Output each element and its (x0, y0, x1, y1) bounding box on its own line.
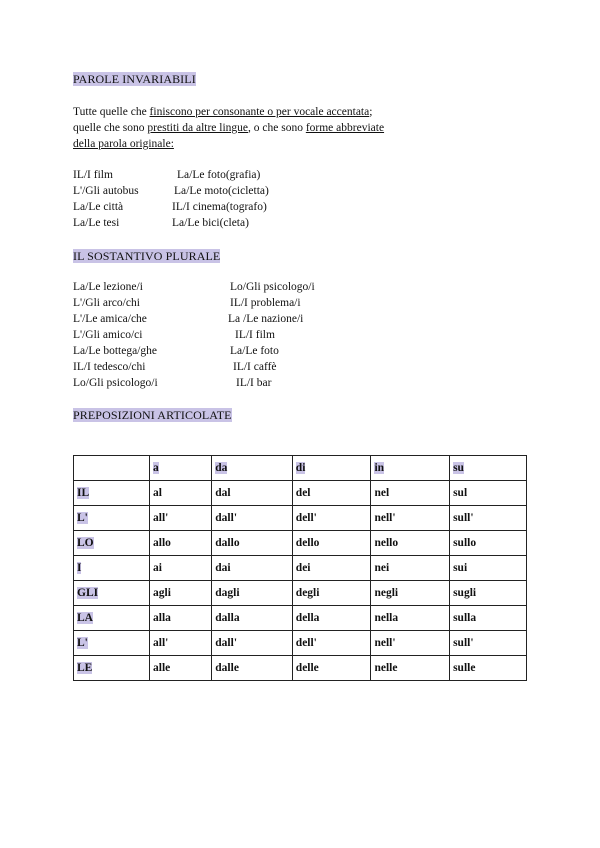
header-cell (150, 456, 212, 481)
example-left: La/Le tesi (73, 217, 120, 229)
example-left: Lo/Gli psicologo/i (73, 377, 158, 389)
table-cell: dallo (212, 531, 293, 556)
example-right: La/Le bici(cleta) (172, 217, 249, 229)
header-label: da (215, 462, 228, 474)
row-article-cell (74, 581, 150, 606)
table-row (74, 606, 527, 631)
table-cell: alla (150, 606, 212, 631)
table-cell: negli (371, 581, 450, 606)
table-cell: dalle (212, 656, 293, 681)
row-article: GLI (77, 587, 99, 599)
example-right: La/Le foto(grafia) (177, 169, 261, 181)
example-left: L'/Gli amico/ci (73, 329, 143, 341)
table-cell: nei (371, 556, 450, 581)
header-cell-empty (74, 456, 150, 481)
table-row (74, 531, 527, 556)
example-right: IL/I caffè (233, 361, 277, 373)
example-right: La /Le nazione/i (228, 313, 304, 325)
example-right: IL/I problema/i (230, 297, 301, 309)
table-cell: dell' (292, 631, 371, 656)
example-right: La/Le foto (230, 345, 279, 357)
invariable-example-row (73, 201, 267, 213)
header-label: di (295, 462, 306, 474)
header-cell (371, 456, 450, 481)
example-left: La/Le città (73, 201, 124, 213)
row-article: LO (77, 537, 94, 549)
example-left: La/Le lezione/i (73, 281, 143, 293)
table-cell: alle (150, 656, 212, 681)
row-article: LE (77, 662, 93, 674)
plural-example-row (73, 297, 301, 309)
row-article: I (77, 562, 82, 574)
table-cell: sull' (450, 506, 527, 531)
plural-example-row (73, 313, 304, 325)
table-cell: all' (150, 631, 212, 656)
heading-preposizioni-articolate (73, 408, 232, 423)
table-cell: sugli (450, 581, 527, 606)
intro-text: Tutte quelle che (73, 106, 150, 118)
table-cell: allo (150, 531, 212, 556)
row-article: L' (77, 637, 88, 649)
table-row (74, 556, 527, 581)
table-cell: della (292, 606, 371, 631)
table-row (74, 656, 527, 681)
table-cell: dello (292, 531, 371, 556)
table-cell: nell' (371, 631, 450, 656)
invariable-example-row (73, 169, 261, 181)
header-cell (292, 456, 371, 481)
heading-text: IL SOSTANTIVO PLURALE (73, 249, 221, 263)
plural-example-row (73, 329, 275, 341)
example-right: IL/I bar (236, 377, 272, 389)
table-row (74, 581, 527, 606)
header-label: in (374, 462, 385, 474)
table-cell: agli (150, 581, 212, 606)
table-cell: sui (450, 556, 527, 581)
intro-underlined: finiscono per consonante o per vocale accentata (149, 106, 370, 118)
plural-example-row (73, 377, 272, 389)
heading-sostantivo-plurale (73, 249, 220, 264)
table-cell: del (292, 481, 371, 506)
heading-text: PREPOSIZIONI ARTICOLATE (73, 408, 232, 422)
example-left: IL/I film (73, 169, 113, 181)
table-cell: nello (371, 531, 450, 556)
table-cell: nella (371, 606, 450, 631)
table-cell: nel (371, 481, 450, 506)
table-row (74, 506, 527, 531)
intro-underlined: della parola originale: (73, 138, 174, 150)
plural-example-row (73, 281, 315, 293)
example-left: IL/I tedesco/chi (73, 361, 146, 373)
header-label: su (453, 462, 464, 474)
table-cell: dall' (212, 631, 293, 656)
header-cell (450, 456, 527, 481)
example-right: Lo/Gli psicologo/i (230, 281, 315, 293)
row-article-cell (74, 606, 150, 631)
header-label: a (153, 462, 159, 474)
table-cell: degli (292, 581, 371, 606)
plural-example-row (73, 345, 279, 357)
example-left: La/Le bottega/ghe (73, 345, 157, 357)
example-right: IL/I cinema(tografo) (172, 201, 267, 213)
intro-text: , o che sono (248, 122, 306, 134)
example-left: L'/Le amica/che (73, 313, 147, 325)
heading-parole-invariabili (73, 72, 196, 87)
row-article-cell (74, 481, 150, 506)
table-row (74, 481, 527, 506)
example-right: IL/I film (235, 329, 275, 341)
table-cell: delle (292, 656, 371, 681)
table-cell: dal (212, 481, 293, 506)
intro-text: quelle che sono (73, 122, 148, 134)
intro-line-2 (73, 122, 384, 134)
heading-text: PAROLE INVARIABILI (73, 72, 196, 86)
row-article: LA (77, 612, 93, 624)
plural-example-row (73, 361, 277, 373)
row-article-cell (74, 631, 150, 656)
table-header-row (74, 456, 527, 481)
table-row (74, 631, 527, 656)
table-cell: ai (150, 556, 212, 581)
example-right: La/Le moto(cicletta) (174, 185, 269, 197)
row-article-cell (74, 506, 150, 531)
prepositions-table (73, 455, 527, 681)
table-cell: dell' (292, 506, 371, 531)
intro-text: ; (369, 106, 373, 118)
table-cell: all' (150, 506, 212, 531)
row-article-cell (74, 556, 150, 581)
table-cell: nell' (371, 506, 450, 531)
table-cell: dai (212, 556, 293, 581)
table-cell: dalla (212, 606, 293, 631)
header-cell (212, 456, 293, 481)
intro-underlined: forme abbreviate (305, 122, 385, 134)
table-cell: dagli (212, 581, 293, 606)
row-article: IL (77, 487, 90, 499)
example-left: L'/Gli autobus (73, 185, 139, 197)
intro-line-1 (73, 106, 372, 118)
row-article: L' (77, 512, 88, 524)
invariable-example-row (73, 217, 249, 229)
table-cell: sul (450, 481, 527, 506)
table-cell: al (150, 481, 212, 506)
table-cell: sulla (450, 606, 527, 631)
table-cell: dei (292, 556, 371, 581)
example-left: L'/Gli arco/chi (73, 297, 140, 309)
table-cell: sullo (450, 531, 527, 556)
invariable-example-row (73, 185, 269, 197)
intro-line-3 (73, 138, 174, 150)
row-article-cell (74, 531, 150, 556)
table-cell: sulle (450, 656, 527, 681)
table-cell: sull' (450, 631, 527, 656)
row-article-cell (74, 656, 150, 681)
table-cell: nelle (371, 656, 450, 681)
table-cell: dall' (212, 506, 293, 531)
intro-underlined: prestiti da altre lingue (147, 122, 249, 134)
